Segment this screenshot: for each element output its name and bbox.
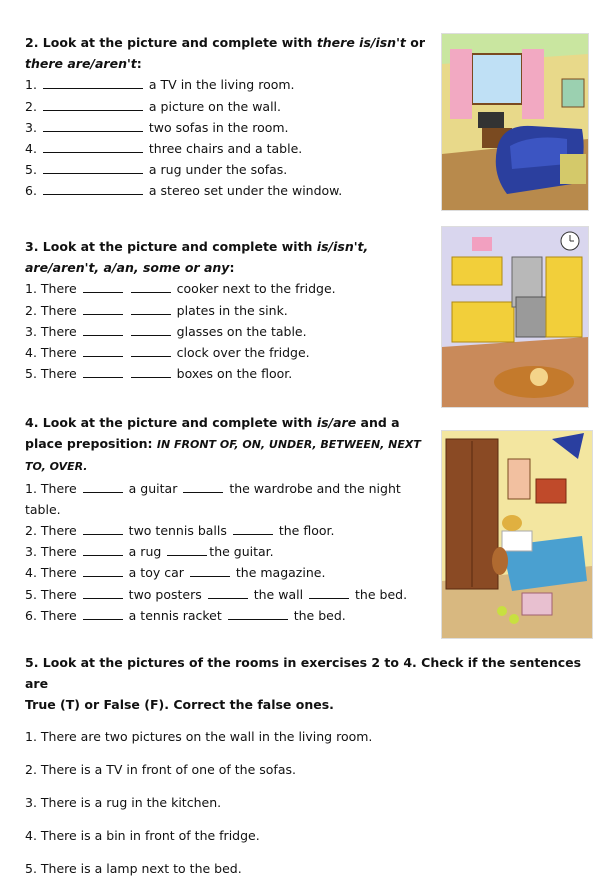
item-text: the bed. [293, 607, 346, 623]
item-prefix: 5. There [25, 586, 77, 602]
exercise-4-title [25, 412, 421, 433]
item-text: boxes on the floor. [176, 366, 293, 382]
answer-blank[interactable] [43, 119, 143, 132]
item-text: plates in the sink. [176, 302, 288, 318]
list-item [25, 541, 421, 562]
exercise-2-title-cont [25, 53, 425, 74]
item-text: a rug [128, 544, 162, 560]
item-text: the magazine. [235, 565, 326, 581]
item-text: two posters [128, 586, 202, 602]
title-italic: is/isn't, [316, 239, 369, 254]
answer-blank[interactable] [131, 280, 171, 293]
statement-item: 1. There are two pictures on the wall in the living room. [25, 728, 373, 744]
item-text: the floor. [278, 523, 335, 539]
title-text: and a [356, 415, 400, 430]
item-text: two tennis balls [128, 523, 227, 539]
answer-blank[interactable] [228, 607, 288, 620]
item-text: the bed. [355, 586, 408, 602]
list-item-cont [25, 499, 421, 520]
answer-blank[interactable] [208, 586, 248, 599]
bedroom-picture [441, 430, 593, 639]
item-prefix: 2. There [25, 523, 77, 539]
answer-blank[interactable] [190, 564, 230, 577]
item-text: a tennis racket [128, 607, 222, 623]
answer-blank[interactable] [131, 344, 171, 357]
prepositions-list: IN FRONT OF, ON, UNDER, BETWEEN, NEXT [156, 438, 421, 452]
exercise-4-title-cont2 [25, 455, 421, 477]
title-text: 4. Look at the picture and complete with [25, 415, 317, 430]
answer-blank[interactable] [43, 98, 143, 111]
answer-blank[interactable] [83, 344, 123, 357]
item-text: the wardrobe and the night [229, 480, 401, 496]
list-item [25, 321, 368, 342]
title-italic: is/are [316, 415, 357, 430]
list-item [25, 342, 368, 363]
item-prefix: 2. There [25, 302, 77, 318]
item-prefix: 3. There [25, 544, 77, 560]
item-number: 4. [25, 141, 37, 157]
list-item [25, 300, 368, 321]
exercise-2 [25, 32, 425, 202]
list-item [25, 363, 368, 384]
answer-blank[interactable] [83, 323, 123, 336]
item-text: clock over the fridge. [176, 345, 310, 361]
answer-blank[interactable] [43, 161, 143, 174]
answer-blank[interactable] [167, 543, 207, 556]
answer-blank[interactable] [83, 586, 123, 599]
answer-blank[interactable] [83, 564, 123, 577]
list-item [25, 605, 421, 626]
title-text: 3. Look at the picture and complete with [25, 239, 317, 254]
title-italic: there is/isn't [316, 35, 406, 50]
item-prefix: 4. There [25, 565, 77, 581]
item-text: glasses on the table. [176, 323, 307, 339]
exercise-3-title-cont [25, 257, 368, 278]
item-text: a TV in the living room. [148, 77, 295, 93]
answer-blank[interactable] [131, 302, 171, 315]
prepositions-list: TO, OVER. [25, 460, 88, 474]
answer-blank[interactable] [43, 140, 143, 153]
exercise-5-title-cont: True (T) or False (F). Correct the false ones. [25, 697, 334, 713]
list-item [25, 159, 425, 180]
answer-blank[interactable] [131, 323, 171, 336]
item-text: the guitar. [209, 544, 274, 560]
exercise-3 [25, 236, 368, 384]
answer-blank[interactable] [83, 302, 123, 315]
item-text: two sofas in the room. [148, 119, 289, 135]
statement-item: 3. There is a rug in the kitchen. [25, 795, 222, 811]
item-prefix: 4. There [25, 345, 77, 361]
title-text: : [136, 56, 142, 72]
title-italic: there are/aren't [25, 56, 137, 72]
item-text: table. [25, 501, 61, 517]
item-text: a rug under the sofas. [148, 162, 288, 178]
list-item [25, 278, 368, 299]
item-prefix: 5. There [25, 366, 77, 382]
answer-blank[interactable] [83, 365, 123, 378]
item-text: a toy car [128, 565, 184, 581]
list-item [25, 180, 425, 201]
exercise-4 [25, 412, 421, 626]
item-text: a guitar [128, 480, 178, 496]
item-prefix: 1. There [25, 281, 77, 297]
exercise-2-title [25, 32, 425, 53]
list-item [25, 74, 425, 95]
item-text: a stereo set under the window. [148, 183, 343, 199]
list-item [25, 520, 421, 541]
title-text: place preposition: [25, 436, 157, 452]
exercise-5-title: 5. Look at the pictures of the rooms in exercises 2 to 4. Check if the sentences are [25, 655, 582, 692]
answer-blank[interactable] [83, 607, 123, 620]
statement-item: 2. There is a TV in front of one of the sofas. [25, 761, 296, 777]
list-item [25, 117, 425, 138]
answer-blank[interactable] [309, 586, 349, 599]
title-text: or [405, 35, 425, 50]
exercise-4-title-cont [25, 433, 421, 455]
statement-item: 4. There is a bin in front of the fridge. [25, 828, 260, 844]
exercise-3-title [25, 236, 368, 257]
answer-blank[interactable] [83, 280, 123, 293]
title-text: 2. Look at the picture and complete with [25, 35, 317, 50]
statement-item: 5. There is a lamp next to the bed. [25, 861, 242, 877]
item-number: 6. [25, 183, 37, 199]
answer-blank[interactable] [43, 182, 143, 195]
list-item [25, 562, 421, 583]
list-item [25, 478, 421, 499]
list-item [25, 96, 425, 117]
kitchen-picture [441, 226, 589, 408]
living-room-picture [441, 33, 589, 211]
item-text: cooker next to the fridge. [176, 281, 336, 297]
item-text: three chairs and a table. [148, 141, 303, 157]
answer-blank[interactable] [43, 76, 143, 89]
item-number: 1. [25, 77, 37, 93]
item-number: 2. [25, 98, 37, 114]
item-prefix: 3. There [25, 323, 77, 339]
item-number: 3. [25, 119, 37, 135]
list-item [25, 138, 425, 159]
answer-blank[interactable] [83, 480, 123, 493]
answer-blank[interactable] [83, 522, 123, 535]
item-text: a picture on the wall. [148, 98, 282, 114]
list-item [25, 584, 421, 605]
item-number: 5. [25, 162, 37, 178]
item-prefix: 1. There [25, 480, 77, 496]
item-prefix: 6. There [25, 607, 77, 623]
answer-blank[interactable] [83, 543, 123, 556]
item-text: the wall [253, 586, 304, 602]
answer-blank[interactable] [183, 480, 223, 493]
answer-blank[interactable] [233, 522, 273, 535]
title-text: : [229, 260, 235, 276]
answer-blank[interactable] [131, 365, 171, 378]
title-italic: are/aren't, a/an, some or any [25, 260, 230, 276]
exercise-5 [25, 652, 590, 880]
